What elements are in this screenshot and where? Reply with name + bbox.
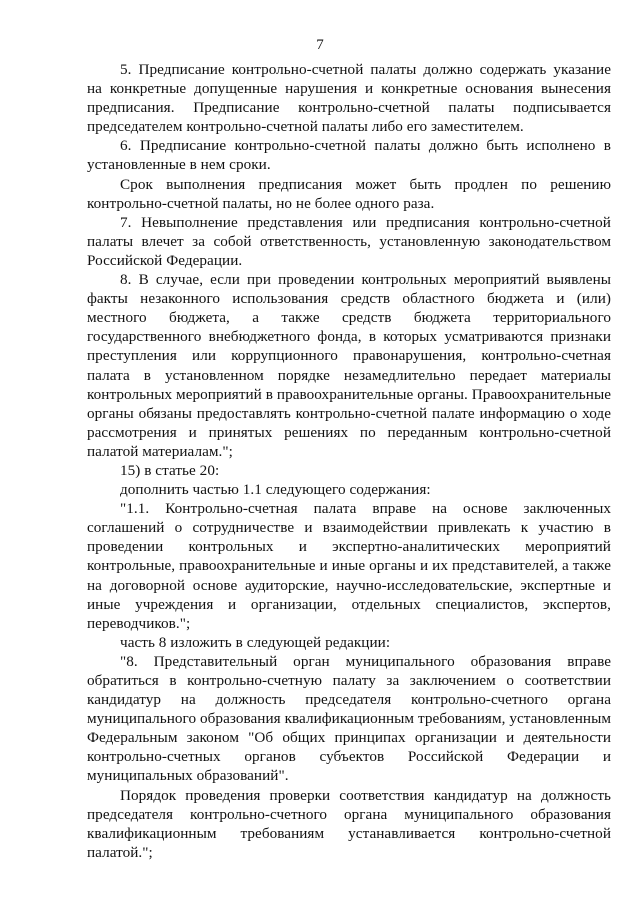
page-number: 7 xyxy=(316,37,324,53)
paragraph-verification-procedure: Порядок проведения проверки соответствия кандидатур на должность председателя контрольно-счетного органа муниципального образования квалификационным требованиям устанавливается контрольно-счетной палатой."; xyxy=(87,786,611,861)
paragraph-part-8-intro: часть 8 изложить в следующей редакции: xyxy=(120,633,391,651)
document-body xyxy=(87,60,611,862)
paragraph-part-1-1-text: "1.1. Контрольно-счетная палата вправе на основе заключенных соглашений о сотрудничестве и взаимодействии привлекать к участию в проведении контрольных и экспертно-аналитических мероприятий контрольные, правоохранительные и иные органы и их представителей, а также на договорной основе аудиторские, научно-исследовательские, экспертные и иные учреждения и организации, отдельных специалистов, экспертов, переводчиков."; xyxy=(87,500,611,632)
paragraph-article-20-heading: 15) в статье 20: xyxy=(120,461,220,479)
paragraph-item-6: 6. Предписание контрольно-счетной палаты должно быть исполнено в установленные в нем сроки. xyxy=(87,137,611,174)
paragraph-add-part-1-1: дополнить частью 1.1 следующего содержания: xyxy=(120,481,431,499)
paragraph-deadline-extension: Срок выполнения предписания может быть продлен по решению контрольно-счетной палаты, но не более одного раза. xyxy=(87,175,611,212)
paragraph-part-8-text: "8. Представительный орган муниципального образования вправе обратиться в контрольно-счетную палату за заключением о соответствии кандидатур на должность председателя контрольно-счетного органа муниципального образования квалификационным требованиям, установленным Федеральным законом "Об общих принципах организации и деятельности контрольно-счетных органов субъектов Российской Федерации и муниципальных образований". xyxy=(87,652,611,785)
paragraph-item-5: 5. Предписание контрольно-счетной палаты должно содержать указание на конкретные допущенные нарушения и конкретные основания вынесения предписания. Предписание контрольно-счетной палаты подписывается председателем контрольно-счетной палаты либо его заместителем. xyxy=(87,61,611,136)
paragraph-item-8: 8. В случае, если при проведении контрольных мероприятий выявлены факты незаконного использования средств областного бюджета и (или) местного бюджета, а также средств бюджета территориального государственного внебюджетного фонда, в которых усматриваются признаки преступления или коррупционного правонарушения, контрольно-счетная палата в установленном порядке незамедлительно передает материалы контрольных мероприятий в правоохранительные органы. Правоохранительные органы обязаны предоставлять контрольно-счетной палате информацию о ходе рассмотрения и принятых решениях по переданным контрольно-счетной палатой материалам."; xyxy=(87,271,611,460)
paragraph-item-7: 7. Невыполнение представления или предписания контрольно-счетной палаты влечет за собой ответственность, установленную законодательством Российской Федерации. xyxy=(87,213,611,269)
